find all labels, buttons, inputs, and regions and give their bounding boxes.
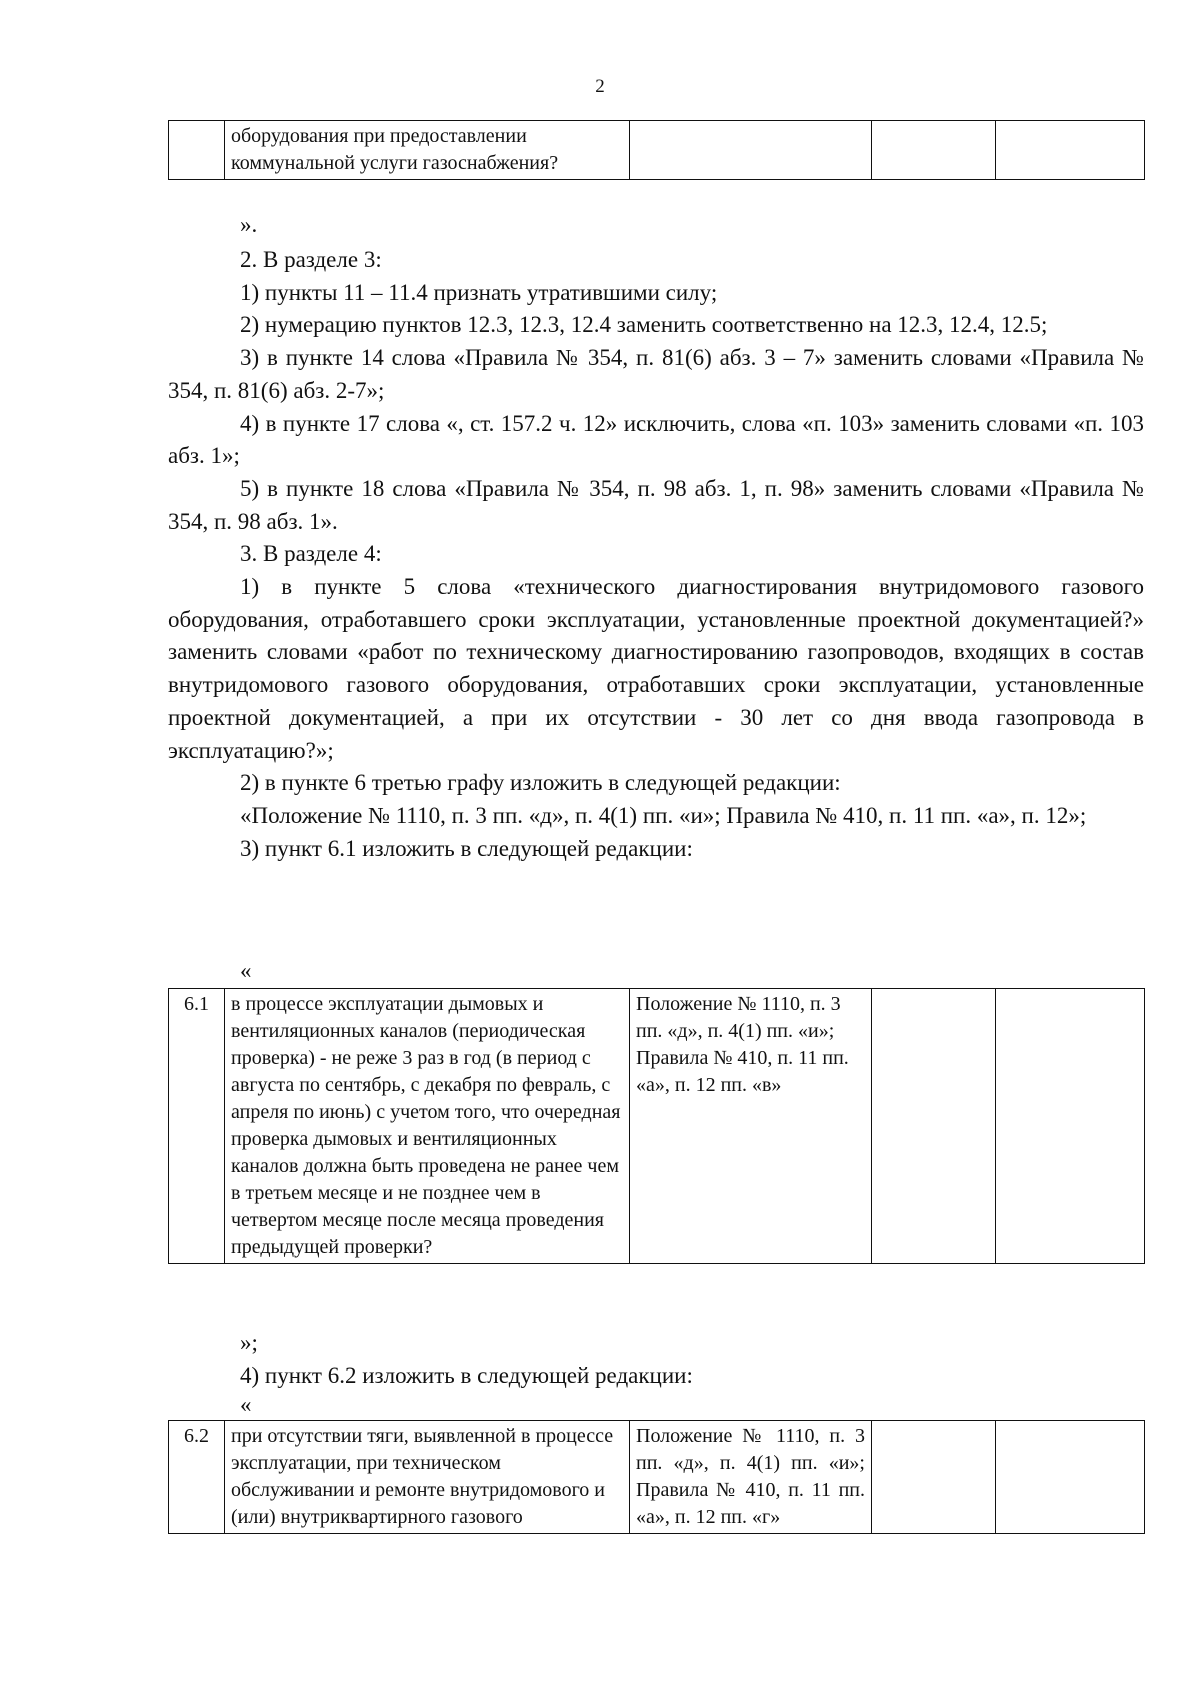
cell-empty-4 bbox=[872, 989, 996, 1264]
cell-number bbox=[169, 121, 225, 180]
cell-number: 6.1 bbox=[169, 989, 225, 1264]
paragraph: 2. В разделе 3: bbox=[240, 247, 382, 272]
paragraph: 3) в пункте 14 слова «Правила № 354, п. 81(6) абз. 3 – 7» заменить словами «Правила № 354, п. 81(6) абз. 2-7»; bbox=[168, 345, 1144, 403]
cell-reference bbox=[630, 121, 872, 180]
page-number: 2 bbox=[595, 76, 605, 97]
cell-empty-4 bbox=[872, 121, 996, 180]
cell-empty-5 bbox=[996, 989, 1145, 1264]
cell-description: в процессе эксплуатации дымовых и вентиляционных каналов (периодическая проверка) - не реже 3 раз в год (в период с августа по сентябрь, с декабря по февраль, с апреля по июнь) с учетом того, что очередная проверка дымовых и вентиляционных каналов должна быть проведена не ранее чем в третьем месяце и не позднее чем в четвертом месяце после месяца проведения предыдущей проверки? bbox=[225, 989, 630, 1264]
cell-description: при отсутствии тяги, выявленной в процессе эксплуатации, при техническом обслуживании и ремонте внутридомового и (или) внутриквартирного газового bbox=[225, 1421, 630, 1534]
paragraph: 2) в пункте 6 третью графу изложить в следующей редакции: bbox=[240, 770, 841, 796]
paragraph: 4) в пункте 17 слова «, ст. 157.2 ч. 12» исключить, слова «п. 103» заменить словами «п. 103 абз. 1»; bbox=[168, 410, 1144, 469]
amendments-text bbox=[168, 244, 1144, 865]
table-row bbox=[169, 989, 1145, 1264]
cell-number: 6.2 bbox=[169, 1421, 225, 1534]
cell-reference: Положение № 1110, п. 3 пп. «д», п. 4(1) пп. «и»; Правила № 410, п. 11 пп. «а», п. 12 пп. «г» bbox=[630, 1421, 872, 1534]
cell-description: оборудования при предоставлении коммунальной услуги газоснабжения? bbox=[225, 121, 630, 180]
closing-quote: »; bbox=[240, 1330, 258, 1355]
table-item-6-1 bbox=[168, 988, 1145, 1264]
table-row bbox=[169, 121, 1145, 180]
paragraph: 1) пункты 11 – 11.4 признать утратившими силу; bbox=[240, 279, 718, 305]
paragraph: 3) пункт 6.1 изложить в следующей редакции: bbox=[240, 835, 693, 861]
paragraph: «Положение № 1110, п. 3 пп. «д», п. 4(1) пп. «и»; Правила № 410, п. 11 пп. «а», п. 12»; bbox=[240, 802, 1087, 828]
opening-quote: « bbox=[240, 958, 252, 983]
cell-empty-5 bbox=[996, 121, 1145, 180]
paragraph: 2) нумерацию пунктов 12.3, 12.3, 12.4 заменить соответственно на 12.3, 12.4, 12.5; bbox=[240, 312, 1048, 338]
cell-reference: Положение № 1110, п. 3 пп. «д», п. 4(1) пп. «и»; Правила № 410, п. 11 пп. «а», п. 12 пп. «в» bbox=[630, 989, 872, 1264]
table-fragment-top bbox=[168, 120, 1145, 180]
cell-empty-4 bbox=[872, 1421, 996, 1534]
closing-quote: ». bbox=[240, 212, 258, 237]
opening-quote: « bbox=[240, 1392, 252, 1417]
paragraph: 1) в пункте 5 слова «технического диагностирования внутридомового газового оборудования, отработавшего сроки эксплуатации, установленные проектной документацией?» заменить словами «работ по техническому диагностированию газопроводов, входящих в состав внутридомового газового оборудования, отработавших сроки эксплуатации, установленные проектной документацией, а при их отсутствии - 30 лет со дня ввода газопровода в эксплуатацию?»; bbox=[168, 574, 1144, 763]
paragraph: 3. В разделе 4: bbox=[240, 541, 382, 567]
table-item-6-2 bbox=[168, 1420, 1145, 1534]
amendment-item-4 bbox=[168, 1360, 1144, 1393]
table-row bbox=[169, 1421, 1145, 1534]
paragraph: 5) в пункте 18 слова «Правила № 354, п. 98 абз. 1, п. 98» заменить словами «Правила № 354, п. 98 абз. 1». bbox=[168, 475, 1144, 534]
cell-empty-5 bbox=[996, 1421, 1145, 1534]
paragraph: 4) пункт 6.2 изложить в следующей редакции: bbox=[240, 1363, 693, 1388]
